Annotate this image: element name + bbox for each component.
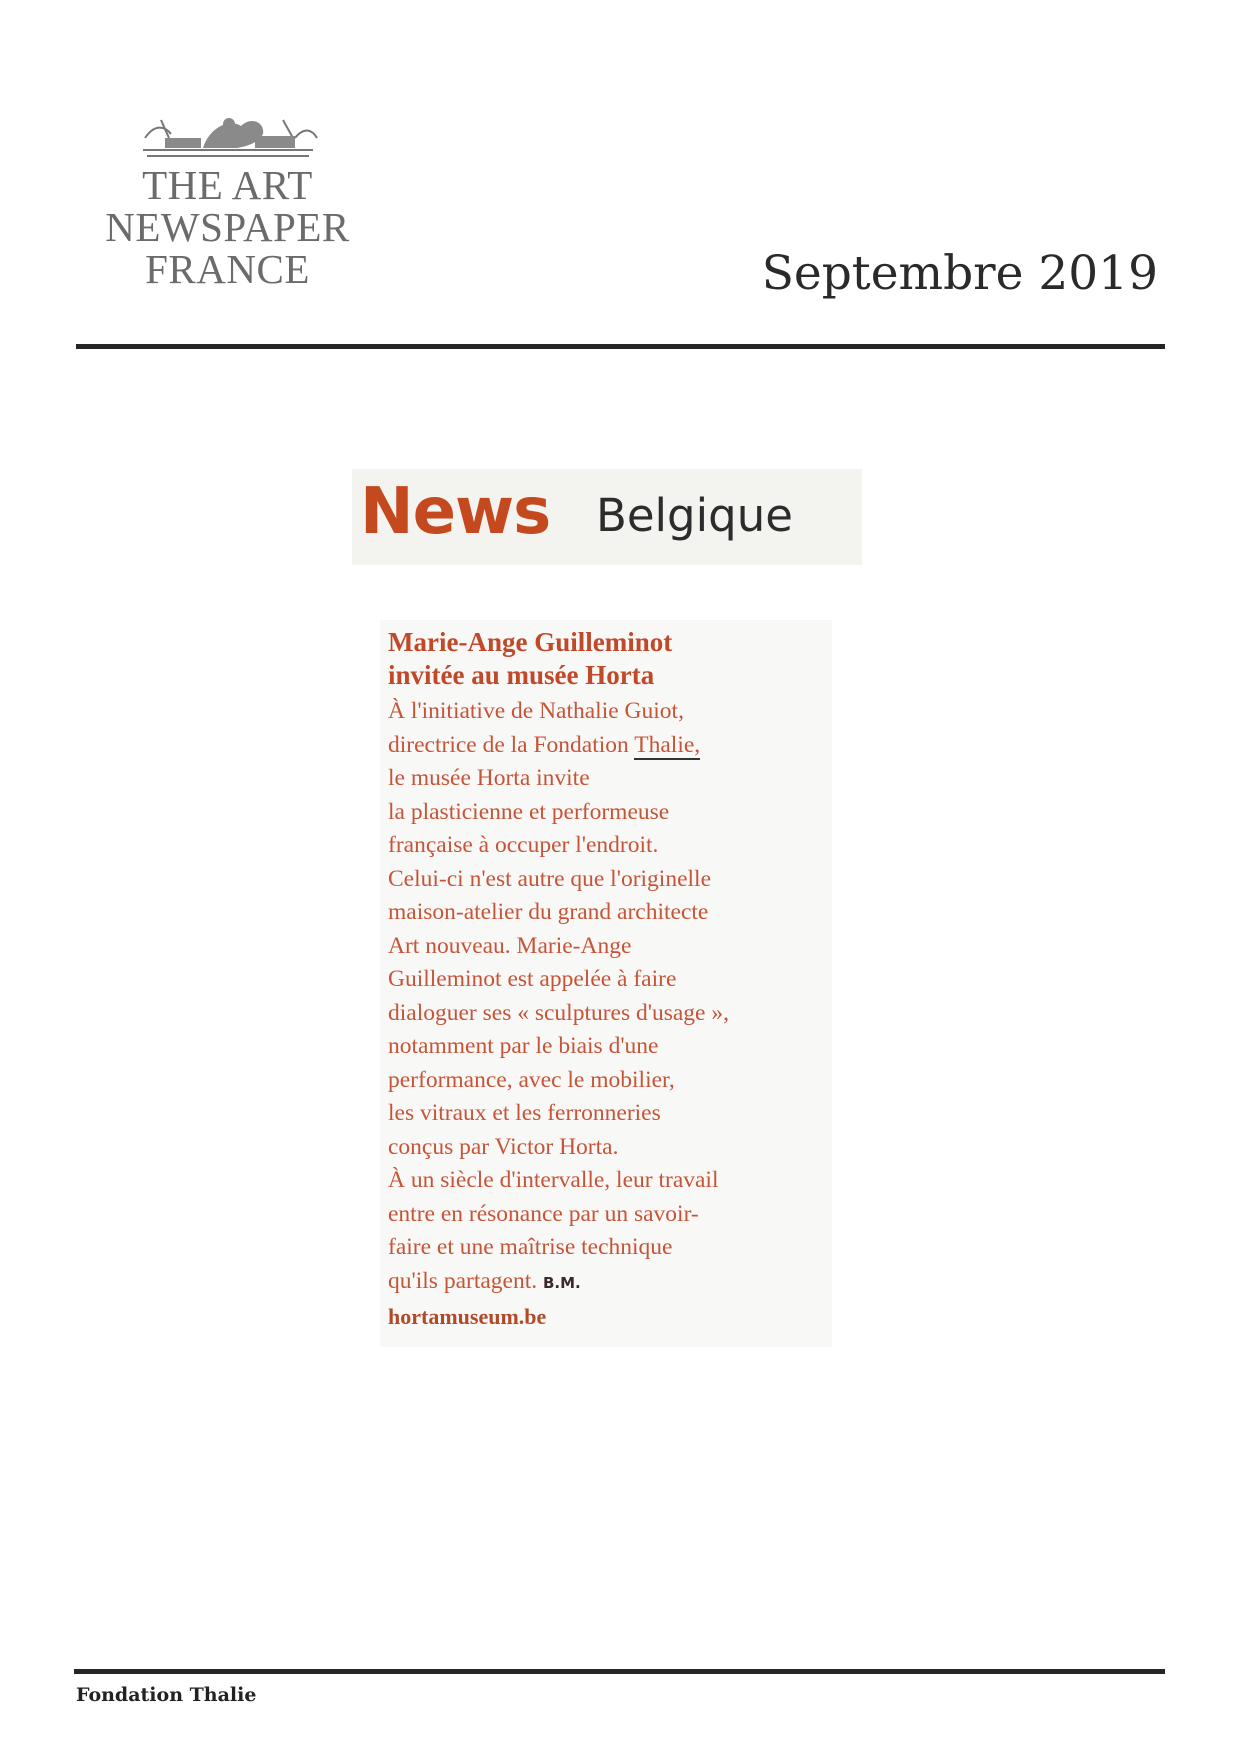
- author-credit: B.M.: [543, 1273, 581, 1292]
- article-body: [388, 695, 826, 1300]
- article-headline: [388, 626, 826, 692]
- body-line-segment: directrice de la Fondation: [388, 731, 629, 758]
- footer-label: Fondation Thalie: [76, 1684, 257, 1706]
- masthead-line-3: FRANCE: [145, 246, 310, 292]
- body-line: [388, 729, 826, 763]
- body-line: dialoguer ses « sculptures d'usage »,: [388, 999, 729, 1026]
- section-region: Belgique: [596, 489, 793, 542]
- masthead-line-2: NEWSPAPER: [105, 204, 350, 250]
- masthead-emblem-icon: [133, 108, 323, 160]
- body-line: notamment par le biais d'une: [388, 1033, 659, 1059]
- headline-line-1: Marie-Ange Guilleminot: [388, 627, 673, 657]
- body-line: [388, 1265, 826, 1301]
- section-banner: [352, 469, 862, 565]
- body-line: À un siècle d'intervalle, leur travail: [388, 1167, 719, 1193]
- body-line-segment: qu'ils partagent.: [388, 1267, 538, 1294]
- headline-line-2: invitée au musée Horta: [388, 660, 655, 690]
- website-url: hortamuseum.be: [388, 1304, 547, 1329]
- underlined-name: Thalie,: [634, 731, 701, 758]
- body-line: les vitraux et les ferronneries: [388, 1100, 661, 1126]
- body-line: conçus par Victor Horta.: [388, 1133, 619, 1160]
- body-line: la plasticienne et performeuse: [388, 798, 670, 825]
- body-line: À l'initiative de Nathalie Guiot,: [388, 698, 684, 724]
- issue-date: Septembre 2019: [761, 246, 1158, 301]
- body-line: faire et une maîtrise technique: [388, 1234, 673, 1260]
- footer-divider: [74, 1669, 1165, 1674]
- body-line: Art nouveau. Marie-Ange: [388, 932, 632, 959]
- section-title: News: [360, 475, 551, 549]
- body-line: performance, avec le mobilier,: [388, 1066, 675, 1093]
- body-line: française à occuper l'endroit.: [388, 832, 659, 858]
- article-clipping: [380, 620, 832, 1347]
- header-divider: [76, 344, 1165, 349]
- body-line: Celui-ci n'est autre que l'originelle: [388, 865, 711, 892]
- body-line: entre en résonance par un savoir-: [388, 1200, 699, 1227]
- body-line: le musée Horta invite: [388, 765, 590, 791]
- masthead-line-1: THE ART: [142, 162, 313, 208]
- body-line: Guilleminot est appelée à faire: [388, 966, 677, 992]
- body-line: maison-atelier du grand architecte: [388, 899, 709, 925]
- masthead-logo: [95, 108, 360, 290]
